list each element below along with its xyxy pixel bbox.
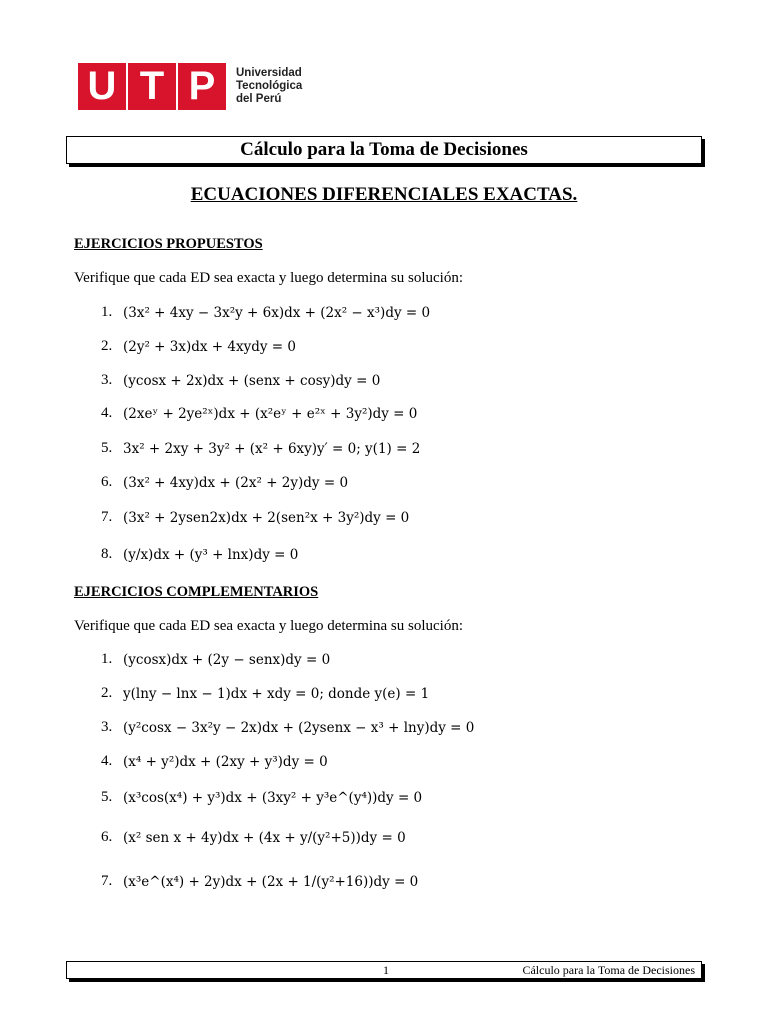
- logo-institution-name: Universidad Tecnológica del Perú: [236, 67, 303, 105]
- equation: (y²cosx − 3x²y − 2x)dx + (2ysenx − x³ + lny)dy = 0: [123, 719, 475, 736]
- exercise-item: 5. (x³cos(x⁴) + y³)dx + (3xy² + y³e^(y⁴))dy = 0: [101, 789, 423, 806]
- equation: 3x² + 2xy + 3y² + (x² + 6xy)y′ = 0; y(1) = 2: [123, 440, 421, 457]
- equation: (x³cos(x⁴) + y³)dx + (3xy² + y³e^(y⁴))dy = 0: [123, 789, 423, 806]
- exercise-item: 2. y(lny − lnx − 1)dx + xdy = 0; donde y(e) = 1: [101, 685, 430, 702]
- section-heading-proposed: EJERCICIOS PROPUESTOS: [74, 236, 263, 252]
- equation: (ycosx + 2x)dx + (senx + cosy)dy = 0: [123, 372, 381, 389]
- exercise-item: 2. (2y² + 3x)dx + 4xydy = 0: [101, 338, 296, 355]
- equation: y(lny − lnx − 1)dx + xdy = 0; donde y(e) = 1: [123, 685, 430, 702]
- equation: (3x² + 4xy − 3x²y + 6x)dx + (2x² − x³)dy = 0: [123, 304, 431, 321]
- exercise-item: 7. (x³e^(x⁴) + 2y)dx + (2x + 1/(y²+16))dy = 0: [101, 873, 419, 890]
- exercise-item: 7. (3x² + 2ysen2x)dx + 2(sen²x + 3y²)dy = 0: [101, 509, 410, 526]
- logo-letter-p: P: [188, 64, 216, 108]
- course-title-box: [66, 136, 702, 164]
- exercise-item: 3. (ycosx + 2x)dx + (senx + cosy)dy = 0: [101, 372, 381, 389]
- exercise-item: 3. (y²cosx − 3x²y − 2x)dx + (2ysenx − x³ + lny)dy = 0: [101, 719, 475, 736]
- equation: (x⁴ + y²)dx + (2xy + y³)dy = 0: [123, 753, 328, 770]
- exercise-item: 4. (2xeʸ + 2ye²ˣ)dx + (x²eʸ + e²ˣ + 3y²)dy = 0: [101, 405, 418, 422]
- instruction-proposed: Verifique que cada ED sea exacta y luego determina su solución:: [74, 270, 464, 286]
- equation: (3x² + 4xy)dx + (2x² + 2y)dy = 0: [123, 474, 349, 491]
- equation: (3x² + 2ysen2x)dx + 2(sen²x + 3y²)dy = 0: [123, 509, 410, 526]
- equation: (y/x)dx + (y³ + lnx)dy = 0: [123, 546, 299, 563]
- exercise-item: 6. (3x² + 4xy)dx + (2x² + 2y)dy = 0: [101, 474, 349, 491]
- utp-logo: [78, 63, 302, 110]
- logo-letter-u: U: [87, 64, 117, 108]
- exercise-item: 1. (ycosx)dx + (2y − senx)dy = 0: [101, 651, 331, 668]
- equation: (ycosx)dx + (2y − senx)dy = 0: [123, 651, 331, 668]
- instruction-complementary: Verifique que cada ED sea exacta y luego determina su solución:: [74, 618, 464, 634]
- page-title: ECUACIONES DIFERENCIALES EXACTAS.: [190, 184, 578, 205]
- exercise-item: 6. (x² sen x + 4y)dx + (4x + y/(y²+5))dy = 0: [101, 829, 406, 846]
- equation: (x² sen x + 4y)dx + (4x + y/(y²+5))dy = 0: [123, 829, 406, 846]
- equation: (2xeʸ + 2ye²ˣ)dx + (x²eʸ + e²ˣ + 3y²)dy = 0: [123, 405, 418, 422]
- section-heading-complementary: EJERCICIOS COMPLEMENTARIOS: [74, 584, 319, 600]
- equation: (x³e^(x⁴) + 2y)dx + (2x + 1/(y²+16))dy = 0: [123, 873, 419, 890]
- exercise-item: 4. (x⁴ + y²)dx + (2xy + y³)dy = 0: [101, 753, 328, 770]
- logo-letter-t: T: [139, 64, 165, 108]
- exercise-item: 1. (3x² + 4xy − 3x²y + 6x)dx + (2x² − x³)dy = 0: [101, 304, 431, 321]
- page-footer: [66, 961, 702, 979]
- logo-red-block: [78, 63, 226, 110]
- course-title: Cálculo para la Toma de Decisiones: [240, 139, 528, 160]
- exercise-item: 5. 3x² + 2xy + 3y² + (x² + 6xy)y′ = 0; y(1) = 2: [101, 440, 421, 457]
- footer-title: Cálculo para la Toma de Decisiones: [522, 963, 695, 977]
- equation: (2y² + 3x)dx + 4xydy = 0: [123, 338, 296, 355]
- exercise-item: 8. (y/x)dx + (y³ + lnx)dy = 0: [101, 546, 299, 563]
- page-number: 1: [383, 963, 389, 977]
